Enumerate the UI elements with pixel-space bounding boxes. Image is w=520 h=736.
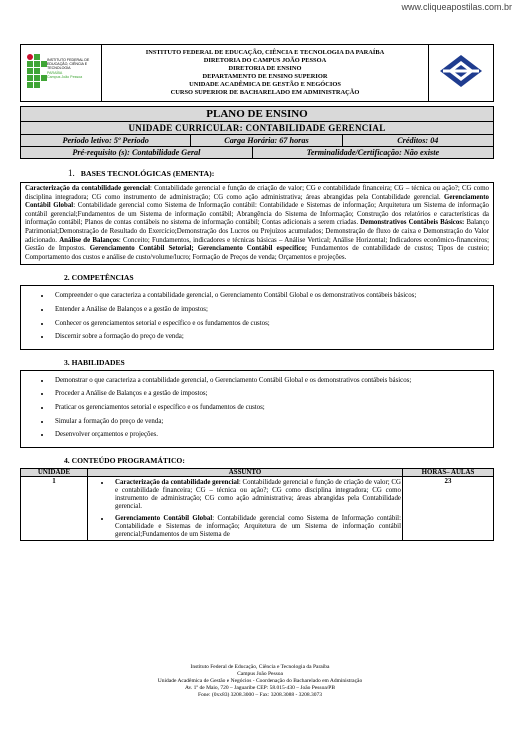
syllabus-topic: Gerenciamento Contábil Global	[25, 193, 489, 210]
unit-cell: 1	[21, 476, 88, 540]
syllabus-text: : Contabilidade gerencial como Sistema de Informação contábil: Contabilidade e Sistemas de informação; Arquitetura um Sistema de informação contábil gerencial;Fundamentos de um Sistema de informação contábil; Abrangência do Sistema de Informação; Construção dos relatórios e características da informação contábil; Planos de contas contábeis no sistema de informação contábil; Contas adicionais a serem criadas.	[25, 202, 489, 227]
footer-line: Instituto Federal de Educação, Ciência e Tecnologia da Paraíba	[190, 664, 330, 670]
list-item: • Conhecer os gerenciamentos setorial e específico e os fundamentos de custos;	[51, 320, 489, 329]
credits: Créditos: 04	[342, 135, 493, 147]
list-item: • Praticar os gerenciamentos setorial e específico e os fundamentos de custos;	[51, 404, 489, 413]
syllabus-box	[20, 182, 494, 265]
hours-cell: 23	[403, 476, 494, 540]
syllabus-topic: Caracterização da contabilidade gerencial	[25, 185, 151, 192]
logo-text-line: Campus João Pessoa	[47, 74, 83, 79]
list-item: • Proceder a Análise de Balanços e a gestão de impostos;	[51, 390, 489, 399]
department-logo-icon	[439, 54, 483, 88]
curricular-unit: UNIDADE CURRICULAR: CONTABILIDADE GERENCIAL	[21, 122, 494, 135]
competencies-box	[20, 285, 494, 349]
header-line: DIRETORIA DE ENSINO	[228, 64, 302, 72]
header-line: CURSO SUPERIOR DE BACHARELADO EM ADMINISTRAÇÃO	[170, 89, 360, 97]
list-item: • Discernir sobre a formação do preço de venda;	[51, 333, 489, 342]
footer-line: Campus João Pessoa	[237, 671, 283, 677]
footer-line: Av. 1º de Maio, 720 – Jaguaribe CEP: 58.015-430 – João Pessoa/PB	[184, 685, 336, 691]
prereq-row	[21, 147, 494, 159]
syllabus-topic: Análise de Balanços	[59, 236, 119, 244]
terminality: Terminalidade/Certificação: Não existe	[306, 148, 440, 157]
list-item: • Demonstrar o que caracteriza a contabilidade gerencial, o Gerenciamento Contábil Global e os demonstrativos contábeis básicos;	[51, 377, 489, 386]
section-title-text: BASES TECNOLÓGICAS (EMENTA):	[80, 169, 215, 178]
plan-info-table	[20, 106, 494, 159]
program-table	[20, 468, 494, 541]
item-text: : Contabilidade gerencial como Sistema de Informação contábil: Contabilidade e Sistemas de informação; Arquitetura de um Sistema de informação contábil gerencial;Fundamentos de um Sistema de	[115, 514, 402, 538]
syllabus-topic: Demonstrativos Contábeis Básicos:	[360, 219, 465, 227]
syllabus-topic: Gerenciamento Contábil Setorial; Gerenciamento Contábil específico;	[89, 245, 308, 253]
list-item: • Desenvolver orçamentos e projeções.	[51, 431, 489, 440]
header-line: DIRETORIA DO CAMPUS JOÃO PESSOA	[203, 56, 327, 64]
section-3-title: 3. HABILIDADES	[64, 357, 125, 367]
syllabus-text: Balanço Patrimonial;Demonstração de Resultado do Exercício;Demonstração dos Lucros ou Prejuízos acumulados; Demonstração de fluxo de caixa e Demonstração do Valor adicionado.	[25, 219, 489, 244]
ifpb-logo-icon	[25, 50, 97, 96]
column-header: HORAS– AULAS	[403, 468, 494, 476]
page-footer	[0, 664, 520, 699]
item-text: : Contabilidade gerencial e função de criação de valor; CG e contabilidade financeira; CG – técnica ou ação?; CG como disciplina integradora; CG como instrumento de administração; CG como ação administrativa; áreas abrangidas pela Contabilidade gerencial.	[115, 478, 401, 511]
workload: Carga Horária: 67 horas	[191, 135, 342, 147]
list-item	[111, 479, 401, 512]
department-logo-cell	[429, 45, 494, 102]
list-item	[111, 515, 401, 540]
column-header: UNIDADE	[21, 468, 88, 476]
skills-box	[20, 370, 494, 448]
logo-text-line: EDUCAÇÃO, CIÊNCIA E TECNOLOGIA	[47, 62, 88, 71]
item-bold: Caracterização da contabilidade gerencial	[115, 478, 239, 486]
logo-text-line: PARAÍBA	[47, 70, 63, 75]
section-number: 1.	[68, 168, 75, 178]
period: Período letivo: 5º Período	[21, 135, 191, 147]
institution-header	[20, 44, 494, 102]
table-row	[21, 476, 494, 540]
footer-line: Unidade Acadêmica de Gestão e Negócios - Coordenação do Bacharelado em Administração	[157, 678, 363, 684]
header-line: DEPARTAMENTO DE ENSINO SUPERIOR	[202, 73, 328, 80]
document-page	[20, 44, 494, 541]
subject-cell	[88, 476, 403, 540]
ifpb-logo-cell	[21, 45, 102, 102]
plan-title: PLANO DE ENSINO	[21, 107, 494, 122]
footer-line: Fone: (0xx83) 3208.3000 – Fax: 3208.3088 - 3208.3073	[197, 692, 323, 698]
item-bold: Gerenciamento Contábil Global	[115, 514, 213, 522]
syllabus-text: Fundamentos de contabilidade de custos; Tipos de custeio; Comportamento dos custos e análise de custo/volume/lucro; Formação de Preços de venda; Orçamentos e projeções.	[25, 245, 489, 261]
header-line: UNIDADE ACADÊMICA DE GESTÃO E NEGÓCIOS	[189, 81, 341, 89]
column-header: ASSUNTO	[88, 468, 403, 476]
header-line: INSTITUTO FEDERAL DE EDUCAÇÃO, CIÊNCIA E TECNOLOGIA DA PARAÍBA	[145, 48, 385, 56]
logo-text-line: INSTITUTO FEDERAL DE	[47, 58, 90, 62]
watermark: www.cliqueapostilas.com.br	[401, 2, 512, 12]
syllabus-text: : Contabilidade gerencial e função de criação de valor; CG e contabilidade financeira; CG – técnica ou ação?; CG como disciplina integradora; CG como instrumento de administração; CG como ação administrativa; áreas abrangidas pela Contabilidade gerencial.	[25, 185, 489, 201]
list-item: • Simular a formação do preço de venda;	[51, 418, 489, 427]
header-text	[102, 45, 429, 102]
list-item: • Entender a Análise de Balanços e a gestão de impostos;	[51, 306, 489, 315]
list-item: • Compreender o que caracteriza a contabilidade gerencial, o Gerenciamento Contábil Global e os demonstrativos contábeis básicos;	[51, 292, 489, 301]
syllabus-text: : Conceito; Fundamentos, indicadores e técnicas básicas – Análise Vertical; Análise Horizontal; Indicadores econômico-financeiros; Gestão de Impostos.	[25, 236, 490, 253]
section-1-title	[68, 168, 494, 178]
section-2-title: 2. COMPETÊNCIAS	[64, 273, 134, 283]
prerequisite: Pré-requisito (s): Contabilidade Geral	[21, 147, 252, 158]
section-4-title: 4. CONTEÚDO PROGRAMÁTICO:	[64, 455, 185, 465]
